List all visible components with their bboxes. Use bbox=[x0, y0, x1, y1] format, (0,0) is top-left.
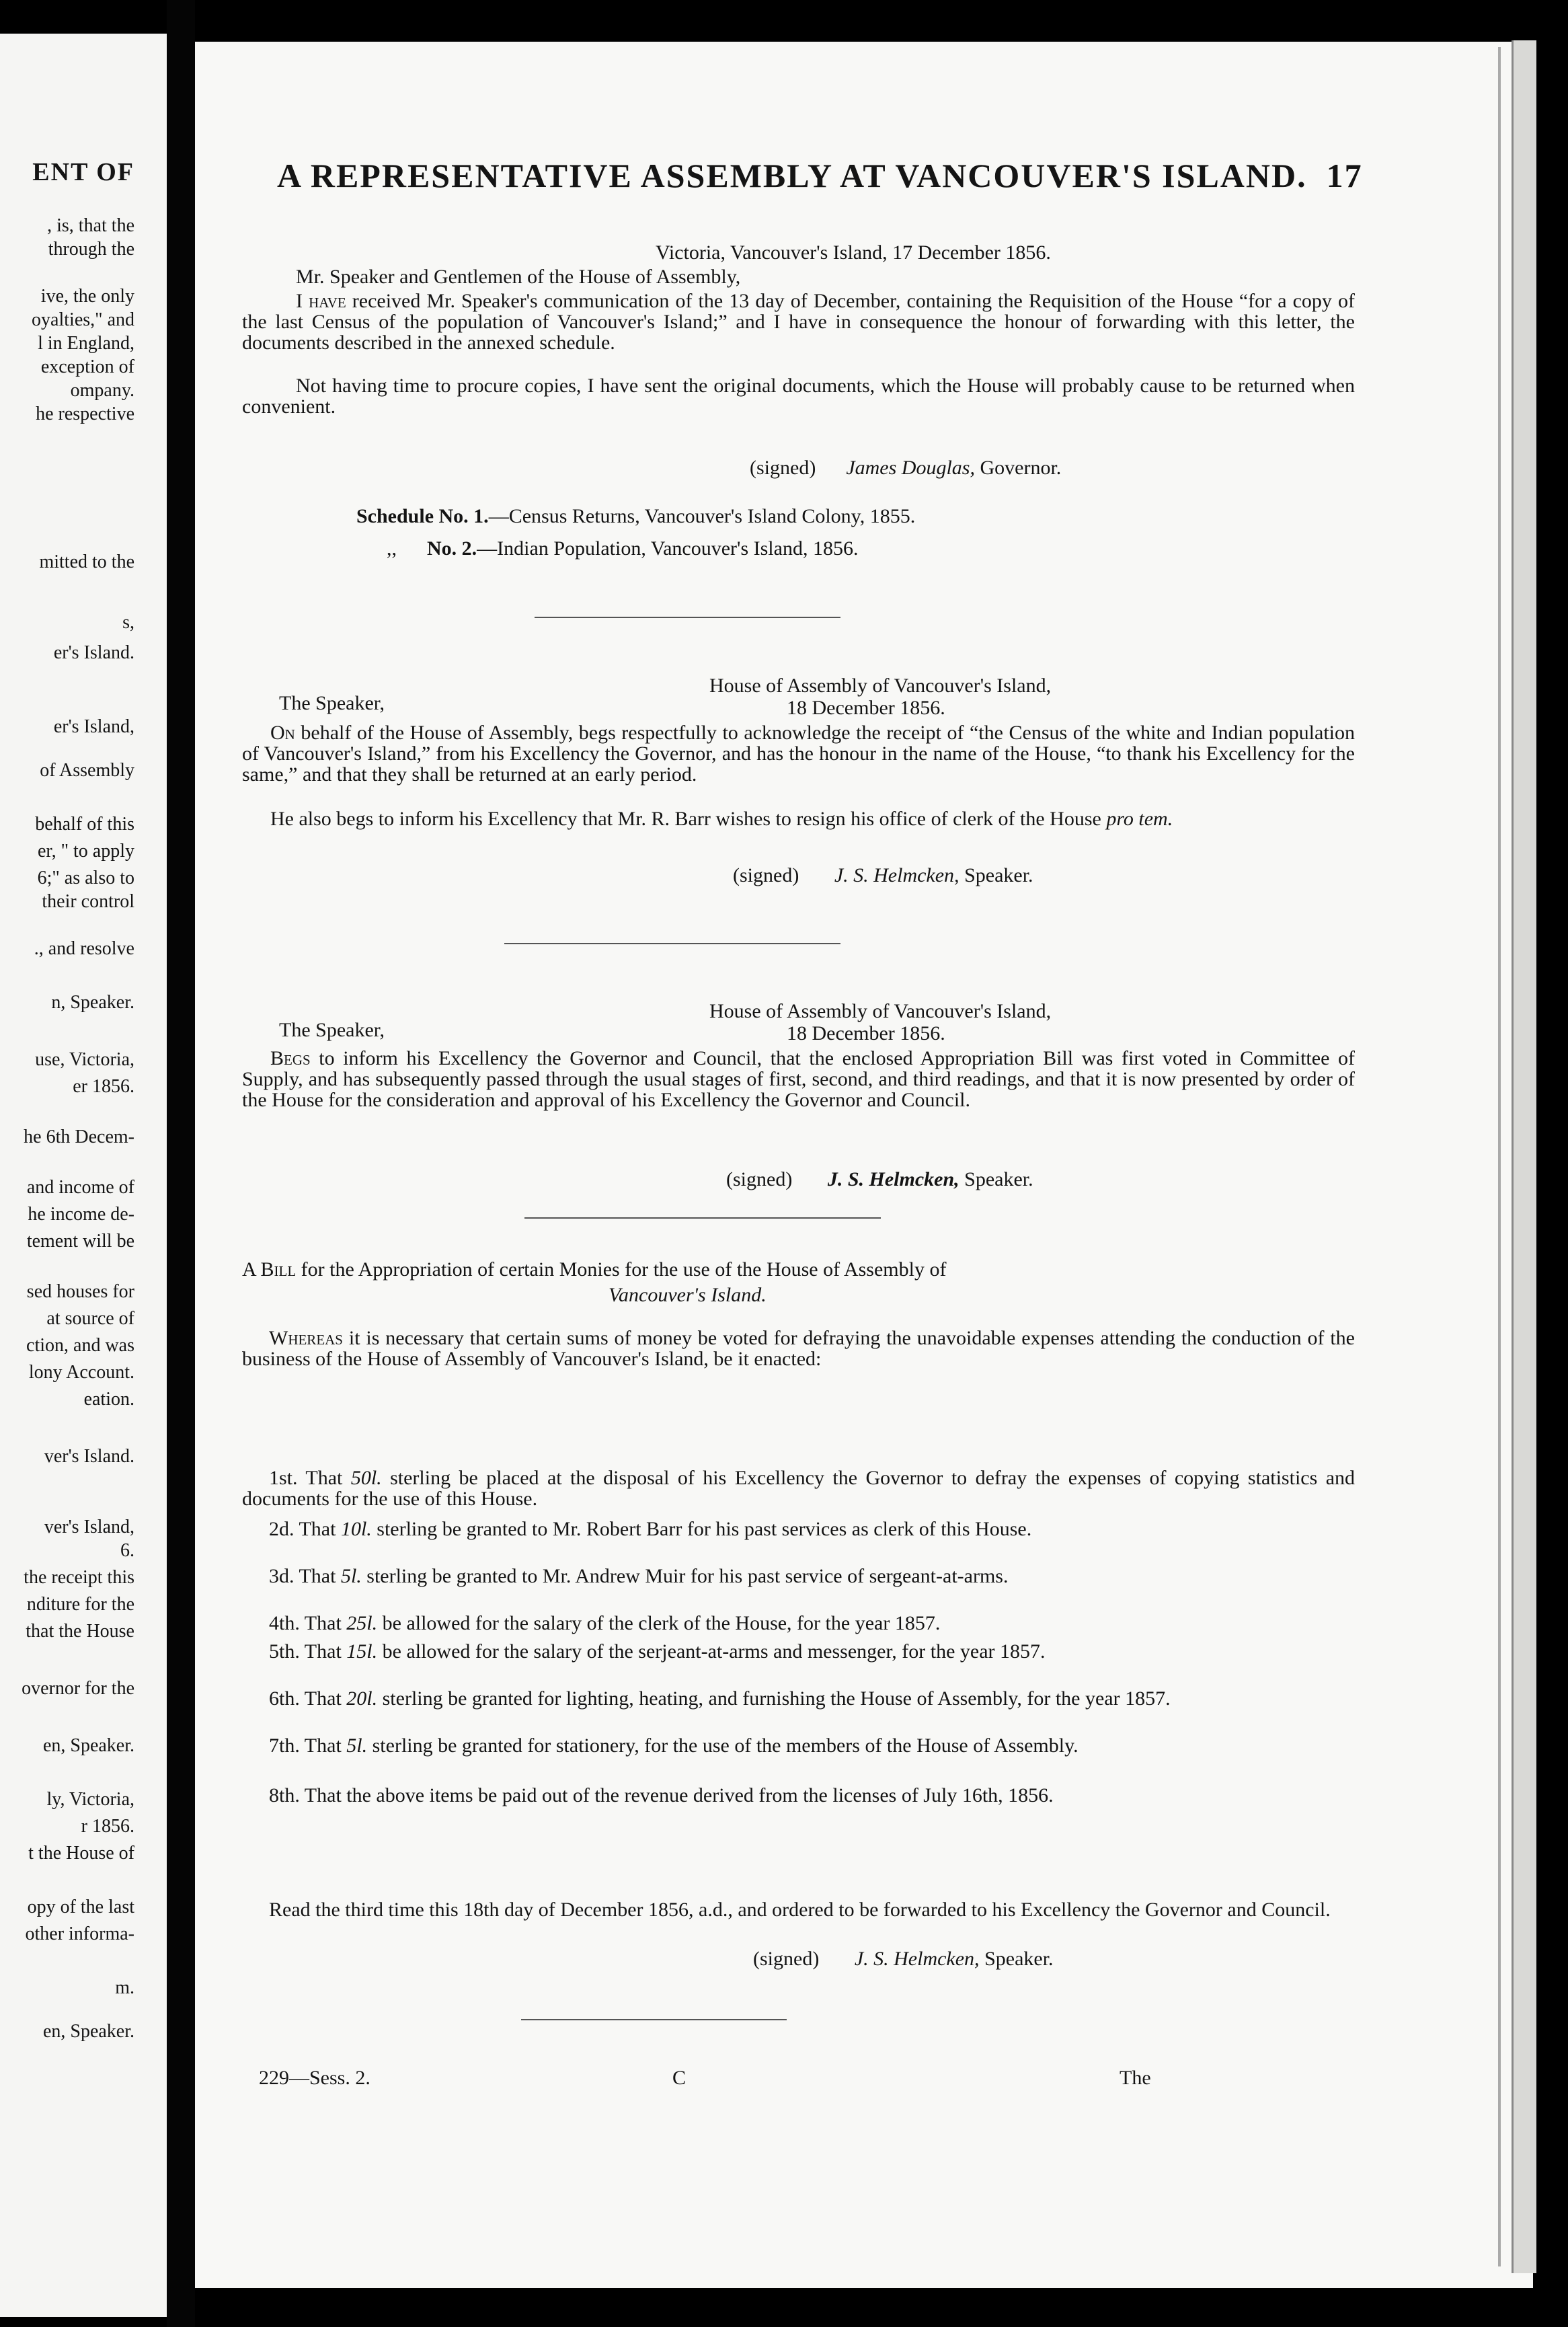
signed-label: (signed) bbox=[726, 1168, 793, 1190]
schedule-1: Schedule No. 1.—Census Returns, Vancouver's Island Colony, 1855. bbox=[356, 505, 916, 527]
left-page-line: en, Speaker. bbox=[42, 1735, 134, 1756]
bill-title-line-1: A Bill for the Appropriation of certain Monies for the use of the House of Assembly of bbox=[242, 1258, 947, 1281]
main-page bbox=[195, 42, 1533, 2288]
letter2-addressee: The Speaker, bbox=[279, 692, 385, 714]
clause-text: be allowed for the salary of the serjeant-at-arms and messenger, for the year 1857. bbox=[377, 1640, 1046, 1663]
left-page-line: ive, the only bbox=[40, 286, 134, 307]
clause-number: 4th. bbox=[269, 1612, 300, 1634]
signer-name: J. S. Helmcken, bbox=[854, 1948, 980, 1970]
separator-rule bbox=[535, 617, 840, 618]
signer-name: J. S. Helmcken, bbox=[827, 1168, 959, 1190]
page-edge-shadow bbox=[1498, 47, 1501, 2266]
letter3-address-line-2: 18 December 1856. bbox=[787, 1022, 945, 1044]
left-page-line: s, bbox=[122, 612, 134, 633]
left-page-line: eation. bbox=[83, 1389, 134, 1410]
left-page-line: of Assembly bbox=[40, 760, 134, 781]
left-page-line: er 1856. bbox=[73, 1076, 134, 1097]
letter2-address-line-1: House of Assembly of Vancouver's Island, bbox=[709, 675, 1052, 697]
left-page-line: 6;" as also to bbox=[37, 868, 134, 888]
clause-number: 8th. bbox=[269, 1784, 300, 1806]
left-page-line: lony Account. bbox=[28, 1362, 134, 1383]
clause-number: 3d. bbox=[269, 1565, 295, 1587]
clause-number: 1st. bbox=[269, 1467, 298, 1489]
signed-label: (signed) bbox=[753, 1948, 820, 1970]
separator-rule bbox=[504, 943, 840, 944]
signer-name: J. S. Helmcken, bbox=[834, 864, 959, 886]
clause-text: sterling be granted to Mr. Andrew Muir for his past service of sergeant-at-arms. bbox=[361, 1565, 1009, 1587]
clause-text: That bbox=[299, 1640, 347, 1663]
left-page-line: ompany. bbox=[70, 380, 134, 401]
clause-text: That bbox=[299, 1687, 347, 1710]
running-head: A REPRESENTATIVE ASSEMBLY AT VANCOUVER'S ISLAND. bbox=[277, 157, 1307, 194]
left-page-line: ver's Island. bbox=[44, 1446, 134, 1467]
left-page-line: m. bbox=[115, 1977, 134, 1998]
clause-number: 5th. bbox=[269, 1640, 300, 1663]
left-page-line: mitted to the bbox=[39, 551, 134, 572]
clause-amount: 25l. bbox=[346, 1612, 378, 1634]
left-page-line: ction, and was bbox=[26, 1335, 134, 1356]
clause-number: 2d. bbox=[269, 1518, 295, 1540]
letter2-signature bbox=[733, 865, 1033, 886]
signer-title: Speaker. bbox=[964, 864, 1033, 886]
left-page-line: through the bbox=[48, 239, 134, 260]
session-mark: 229—Sess. 2. bbox=[259, 2067, 370, 2089]
letter3-signature bbox=[726, 1169, 1033, 1190]
page-title bbox=[277, 156, 1363, 195]
left-page-line: nditure for the bbox=[26, 1594, 134, 1615]
bill-clause bbox=[242, 1688, 1355, 1709]
left-page-line: , is, that the bbox=[47, 215, 134, 236]
letter3-paragraph-1: Begs to inform his Excellency the Governor and Council, that the enclosed Appropriation Bill was first voted in Committee of Supply, and has subsequently passed through the usual stages of first, second, and third readings, and that it is now presented by order of the House for the consideration and approval of his Excellency the Governor and Council. bbox=[242, 1047, 1355, 1111]
catchword: The bbox=[1120, 2067, 1151, 2089]
clause-amount: 20l. bbox=[346, 1687, 378, 1710]
signer-title: Speaker. bbox=[964, 1168, 1033, 1190]
clause-amount: 5l. bbox=[346, 1734, 368, 1757]
left-page-line: en, Speaker. bbox=[42, 2021, 134, 2042]
left-page-line: er's Island. bbox=[53, 642, 134, 663]
letter1-paragraph-1: I have received Mr. Speaker's communication of the 13 day of December, containing the Requisition of the House “for a copy of the last Census of the population of Vancouver's Island;” and I have in consequence the honour of forwarding with this letter, the documents described in the annexed schedule. bbox=[242, 290, 1355, 354]
clause-text: sterling be granted for lighting, heating, and furnishing the House of Assembly, for the year 1857. bbox=[377, 1687, 1171, 1710]
left-page-line: their control bbox=[42, 891, 134, 912]
clause-text: That bbox=[294, 1518, 341, 1540]
left-page-line: ver's Island, bbox=[44, 1517, 134, 1537]
clause-amount: 50l. bbox=[350, 1467, 382, 1489]
clause-amount: 5l. bbox=[340, 1565, 362, 1587]
left-page-line: r 1856. bbox=[81, 1816, 134, 1837]
left-page-line: other informa- bbox=[25, 1923, 134, 1944]
bill-clause bbox=[242, 1467, 1355, 1509]
bill-preamble: Whereas it is necessary that certain sums of money be voted for defraying the unavoidable expenses attending the conduction of the business of the House of Assembly of Vancouver's Island, be it enacted: bbox=[242, 1327, 1355, 1370]
left-page-line: n, Speaker. bbox=[51, 992, 134, 1013]
bill-clause bbox=[242, 1785, 1355, 1806]
left-page-line: er, " to apply bbox=[37, 841, 134, 862]
clause-amount: 15l. bbox=[346, 1640, 378, 1663]
clause-amount: 10l. bbox=[340, 1518, 372, 1540]
left-page-line: 6. bbox=[120, 1540, 134, 1561]
left-page-line: he 6th Decem- bbox=[24, 1127, 134, 1147]
letter3-address-line-1: House of Assembly of Vancouver's Island, bbox=[709, 1000, 1052, 1022]
signer-name: James Douglas, bbox=[846, 457, 975, 479]
clause-number: 7th. bbox=[269, 1734, 300, 1757]
left-page-line: ENT OF bbox=[32, 158, 134, 186]
bill-closing: Read the third time this 18th day of December 1856, a.d., and ordered to be forwarded to his Excellency the Governor and Council. bbox=[269, 1899, 1331, 1921]
separator-rule bbox=[521, 2019, 787, 2020]
separator-rule bbox=[524, 1217, 881, 1219]
signed-label: (signed) bbox=[750, 457, 816, 479]
clause-text: sterling be granted to Mr. Robert Barr for his past services as clerk of this House. bbox=[371, 1518, 1032, 1540]
left-page-line: the receipt this bbox=[24, 1567, 134, 1588]
letter1-place-date: Victoria, Vancouver's Island, 17 December 1856. bbox=[656, 241, 1051, 264]
bill-clause bbox=[242, 1641, 1355, 1662]
letter3-addressee: The Speaker, bbox=[279, 1019, 385, 1041]
left-page-line: he respective bbox=[36, 404, 134, 424]
bill-clause bbox=[242, 1566, 1355, 1587]
clause-text: be allowed for the salary of the clerk of the House, for the year 1857. bbox=[377, 1612, 941, 1634]
bill-clause bbox=[242, 1613, 1355, 1634]
left-page-line: he income de- bbox=[28, 1204, 134, 1225]
letter2-address-line-2: 18 December 1856. bbox=[787, 697, 945, 719]
letter1-paragraph-2: Not having time to procure copies, I have sent the original documents, which the House will probably cause to be returned when convenient. bbox=[242, 375, 1355, 418]
left-page-line: use, Victoria, bbox=[35, 1049, 134, 1070]
signer-title: Governor. bbox=[980, 457, 1062, 479]
bill-clause bbox=[242, 1735, 1355, 1756]
left-page-line: t the House of bbox=[28, 1843, 134, 1864]
signature-mark: C bbox=[672, 2067, 687, 2089]
clause-text: That bbox=[294, 1565, 341, 1587]
left-page-line: and income of bbox=[26, 1177, 134, 1198]
left-page-line: ly, Victoria, bbox=[46, 1789, 134, 1810]
clause-text: That bbox=[297, 1467, 351, 1489]
left-page-line: that the House bbox=[26, 1621, 134, 1642]
clause-text: sterling be placed at the disposal of his Excellency the Governor to defray the expenses of copying statistics and documents for the use of this House. bbox=[242, 1467, 1356, 1510]
left-page-line: oyalties," and bbox=[32, 309, 134, 330]
clause-number: 6th. bbox=[269, 1687, 300, 1710]
clause-text: That bbox=[299, 1612, 347, 1634]
left-page-line: l in England, bbox=[38, 333, 134, 354]
page-gutter bbox=[167, 0, 195, 2327]
letter2-paragraph-2: He also begs to inform his Excellency that Mr. R. Barr wishes to resign his office of clerk of the House pro tem. bbox=[270, 808, 1173, 830]
left-page-line: behalf of this bbox=[35, 814, 134, 835]
left-page-line: ., and resolve bbox=[34, 938, 134, 959]
left-page-line: er's Island, bbox=[53, 716, 134, 737]
bill-clause bbox=[242, 1519, 1355, 1539]
bill-signature bbox=[753, 1948, 1054, 1970]
signed-label: (signed) bbox=[733, 864, 799, 886]
left-page-line: overnor for the bbox=[22, 1678, 134, 1699]
left-page-line: exception of bbox=[40, 356, 134, 377]
left-page-line: tement will be bbox=[26, 1231, 134, 1252]
letter2-paragraph-1: On behalf of the House of Assembly, begs respectfully to acknowledge the receipt of “the Census of the white and Indian population of Vancouver's Island,” from his Excellency the Governor, and has the honour in the name of the House, “to thank his Excellency for the same,” and that they shall be returned at an early period. bbox=[242, 722, 1355, 786]
left-facing-page bbox=[0, 34, 167, 2317]
letter1-signature bbox=[750, 457, 1061, 479]
signer-title: Speaker. bbox=[984, 1948, 1054, 1970]
left-page-line: at source of bbox=[46, 1308, 134, 1329]
clause-text: That the above items be paid out of the revenue derived from the licenses of July 16th, 1856. bbox=[299, 1784, 1054, 1806]
bill-title-line-2: Vancouver's Island. bbox=[609, 1284, 767, 1306]
clause-text: sterling be granted for stationery, for the use of the members of the House of Assembly. bbox=[367, 1734, 1079, 1757]
schedule-2: ,, No. 2.—Indian Population, Vancouver's Island, 1856. bbox=[387, 537, 859, 560]
page-number: 17 bbox=[1326, 157, 1363, 194]
letter1-salutation: Mr. Speaker and Gentlemen of the House of Assembly, bbox=[296, 266, 741, 288]
left-page-line: sed houses for bbox=[26, 1281, 134, 1302]
clause-text: That bbox=[299, 1734, 347, 1757]
left-page-line: opy of the last bbox=[27, 1897, 134, 1917]
page-edge bbox=[1512, 40, 1536, 2273]
